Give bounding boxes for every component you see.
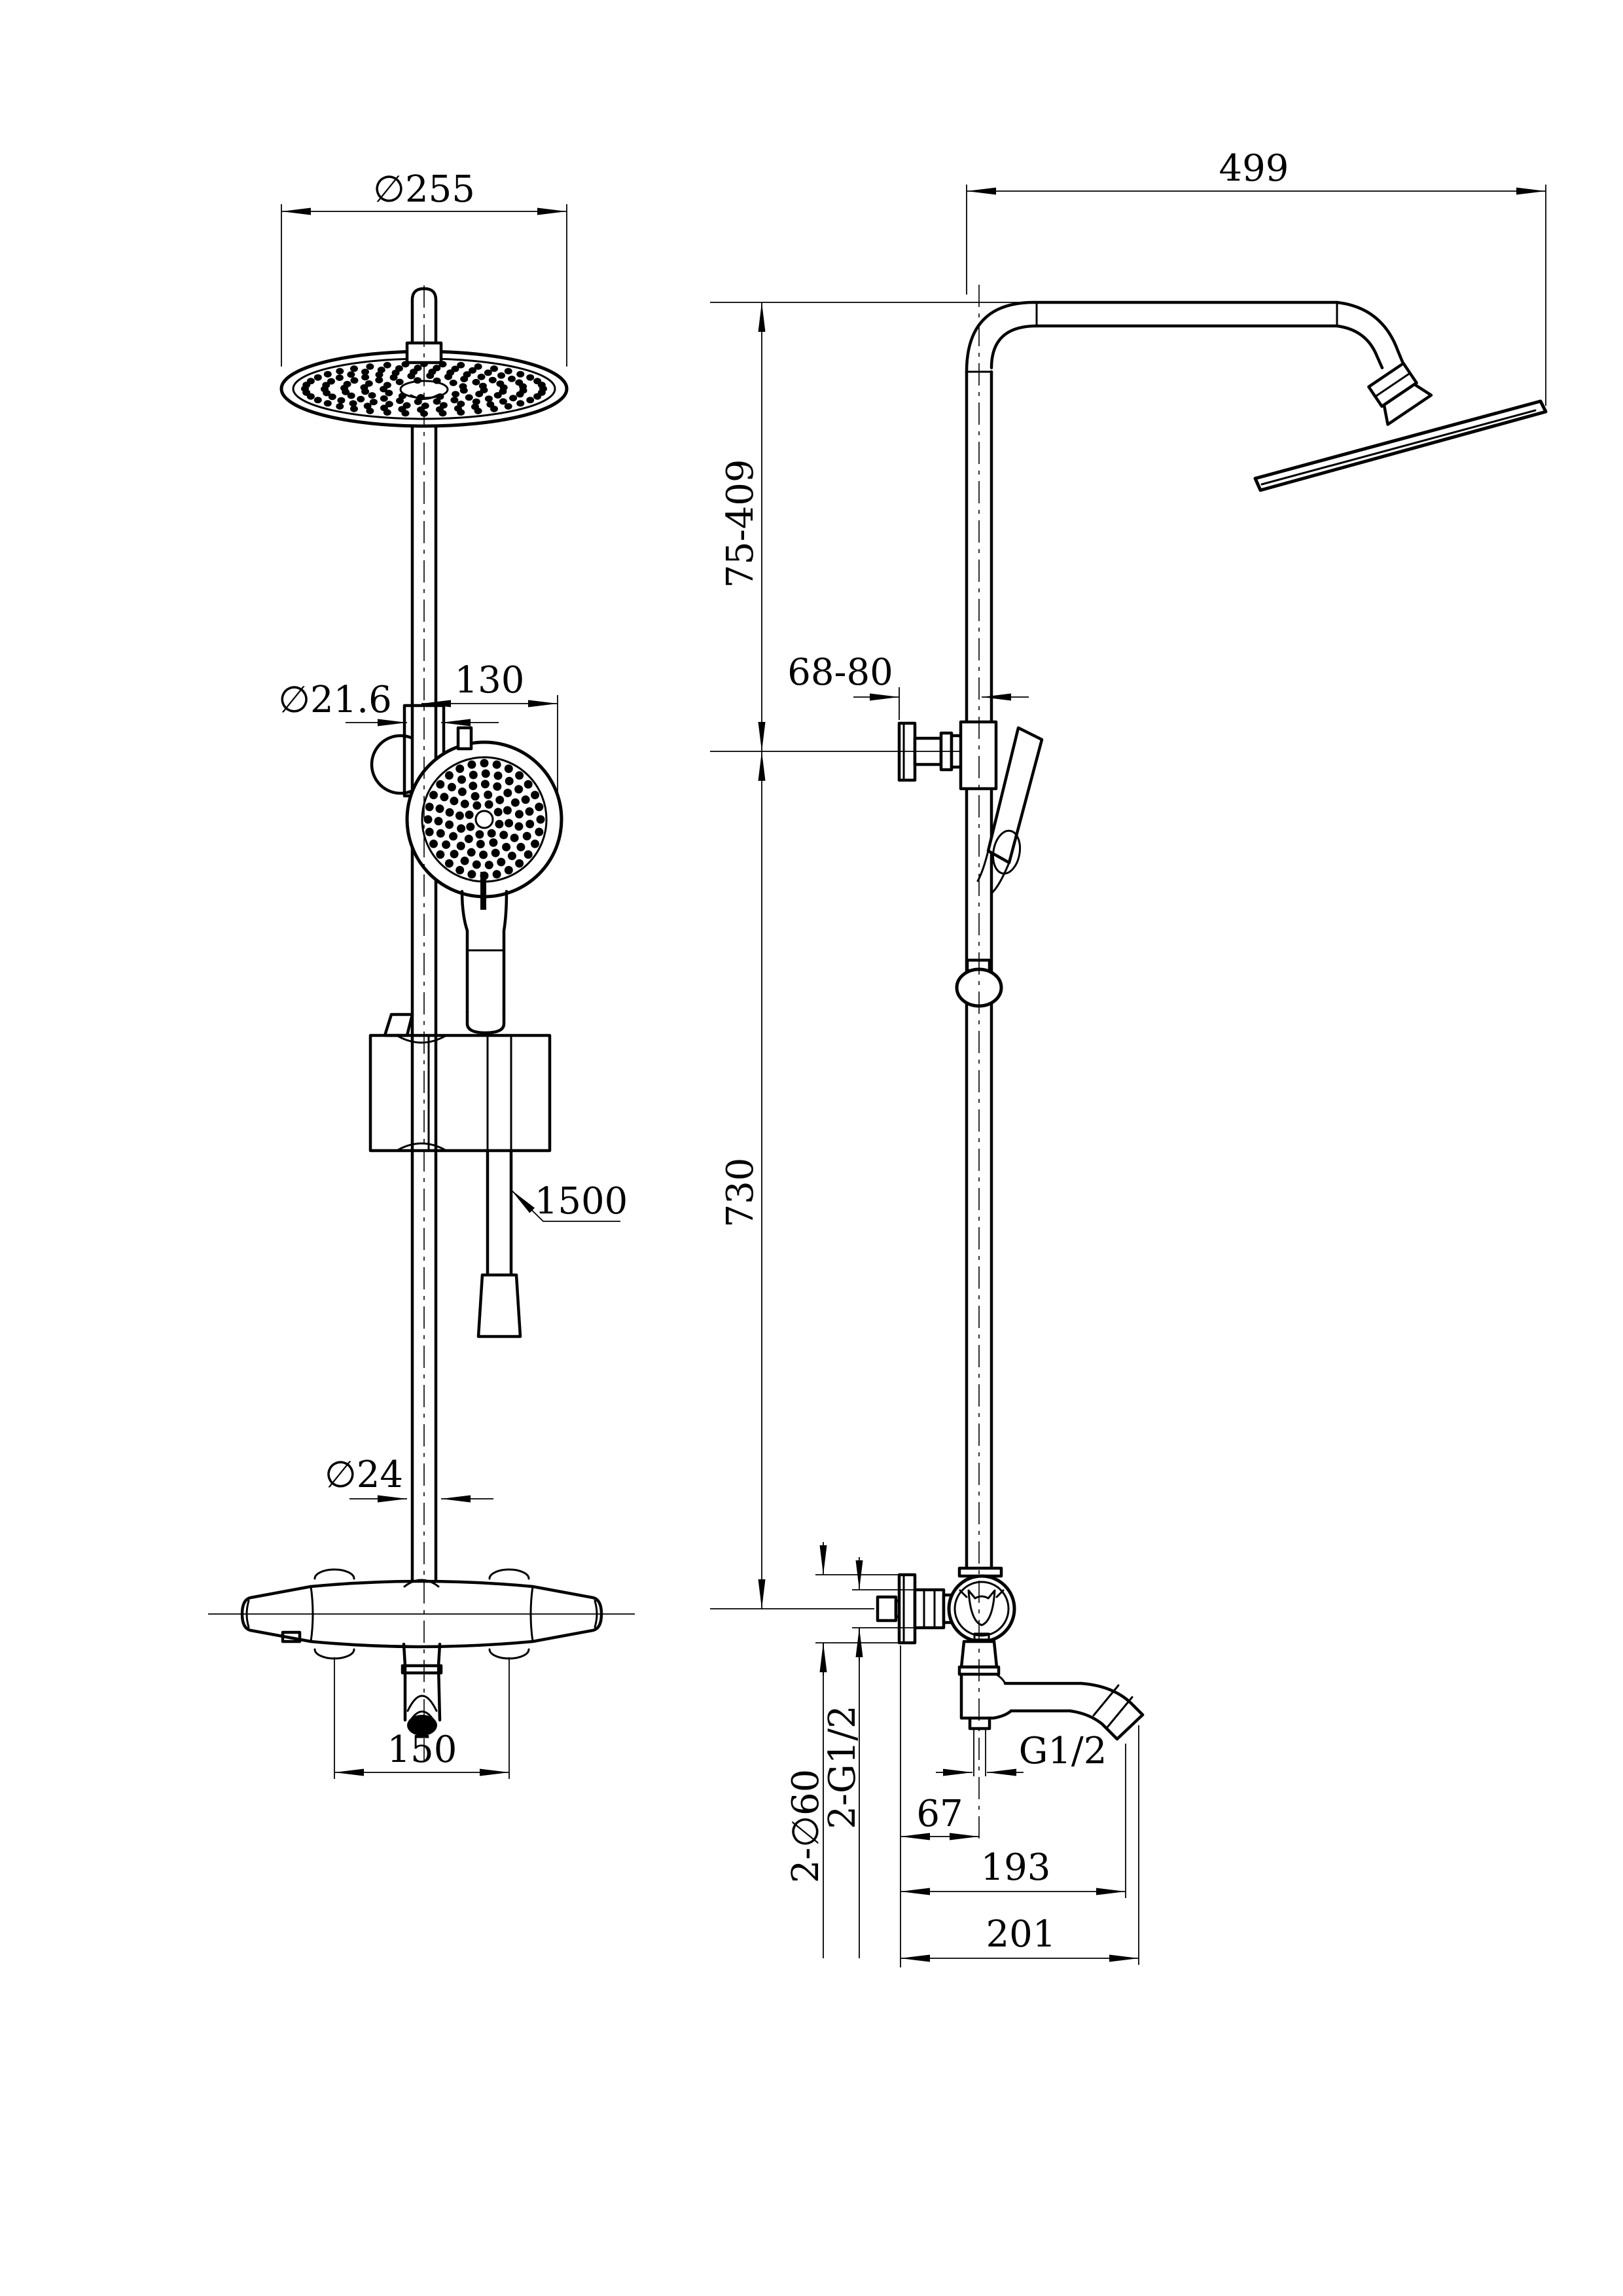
centerlines-front: [208, 285, 635, 1767]
hose-end-fitting: [478, 1275, 520, 1336]
dim-wall-to-riser: 67: [916, 1793, 963, 1835]
boss-bottom-left: [315, 1649, 354, 1659]
wall-union-end: [878, 1597, 896, 1621]
dim-riser-height: 730: [719, 1157, 762, 1228]
spout-bend-outer: [1081, 1683, 1143, 1715]
valve-body-circle: [949, 1576, 1014, 1641]
front-view: [208, 168, 635, 1779]
spout-joint-line2: [1107, 1697, 1132, 1727]
handle-end-cap: [467, 1012, 504, 1033]
spout-front: [402, 1644, 441, 1736]
dim-hose-length: 1500: [534, 1180, 628, 1223]
dim-head-diameter: ∅255: [373, 168, 475, 211]
spout-fillet: [996, 1674, 1005, 1683]
overhead-head-rim-line: [1262, 410, 1535, 484]
handle-left-edge: [462, 891, 467, 1012]
outlet-stub: [970, 1718, 990, 1729]
boss-bottom-right: [490, 1649, 529, 1659]
arm-bend-outer: [1337, 302, 1404, 367]
bracket-sleeve: [961, 722, 996, 789]
boss-top-left: [315, 1570, 354, 1579]
dim-bracket-travel: 75-409: [719, 459, 762, 588]
boss-top-right: [490, 1570, 529, 1579]
dim-outlet-thread: G1/2: [1018, 1730, 1107, 1772]
slider-lock-tab: [385, 1014, 412, 1035]
dim-inlet-threads: 2-G1/2: [821, 1705, 864, 1829]
dimensions-side: [710, 147, 1546, 1967]
wall-bracket-side: [899, 722, 996, 789]
handle-right-edge: [504, 891, 507, 1012]
dim-hand-shower-width: 130: [454, 659, 525, 702]
spout-joint-line1: [1094, 1685, 1118, 1715]
shower-arm-side: [967, 302, 1431, 425]
dim-arm-reach: 499: [1219, 147, 1289, 190]
slider-clamp-front: [370, 1014, 550, 1151]
spout-collar: [402, 1666, 441, 1673]
dim-wall-to-spout-max: 201: [986, 1913, 1056, 1956]
mixer-body-front: [242, 1570, 601, 1736]
shower-hose: [478, 1151, 520, 1336]
hand-shower-front: [407, 728, 562, 1033]
valve-wall-flange: [899, 1575, 915, 1643]
side-view: [710, 147, 1546, 1967]
slider-body: [370, 1035, 550, 1151]
riser-pipe-front: [372, 426, 444, 1584]
head-connector-nut: [1364, 361, 1431, 425]
valve-hex-nut: [915, 1590, 944, 1628]
dim-riser-upper-diameter: ∅21.6: [278, 679, 392, 721]
arm-bend-inner: [1337, 326, 1382, 368]
hand-shower-tab: [458, 728, 471, 749]
mixer-valve-side: [878, 1568, 1014, 1776]
dim-wall-to-spout-tip: 193: [980, 1846, 1051, 1889]
dim-handle-spacing: 150: [387, 1729, 457, 1771]
spout-mouth-arc1: [408, 1696, 437, 1711]
hand-shower-face-tick: [480, 872, 486, 910]
elbow-inner: [991, 326, 1037, 368]
dim-riser-lower-diameter: ∅24: [324, 1454, 404, 1496]
dim-wall-clearance: 68-80: [787, 651, 893, 694]
dim-flange-diameter: 2-∅60: [785, 1768, 827, 1884]
